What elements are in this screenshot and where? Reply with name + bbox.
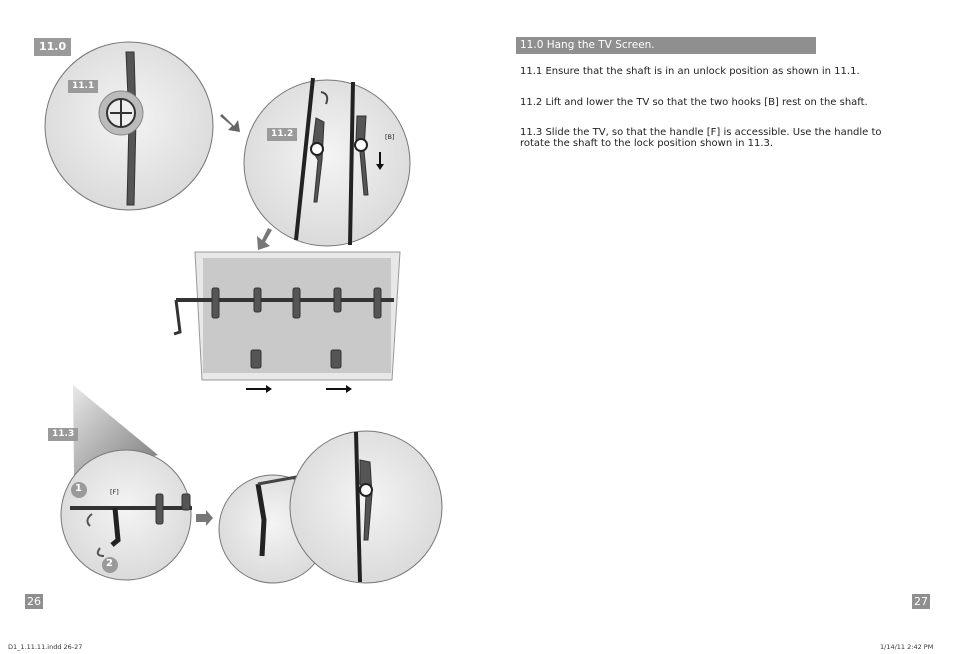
arrow-icon (196, 510, 213, 526)
arrow-icon (257, 228, 272, 250)
footer-file: D1_1.11.11.indd 26-27 (8, 643, 83, 651)
locked-detail-circle (290, 431, 442, 583)
step-badge-1-label: 1 (75, 483, 82, 494)
detail-circle-11-2 (244, 78, 410, 246)
instruction-step: 11.1 Ensure that the shaft is in an unlock position as shown in 11.1. (520, 66, 860, 77)
step-badge-2-label: 2 (106, 558, 113, 569)
footer-date: 1/14/11 2:42 PM (880, 643, 934, 651)
step-tag-11-3: 11.3 (48, 428, 78, 441)
step-tag-11-2: 11.2 (267, 128, 297, 141)
detail-circle-11-1 (45, 42, 213, 210)
step-tag-11-1: 11.1 (68, 80, 98, 93)
instruction-step: 11.3 Slide the TV, so that the handle [F] is accessible. Use the handle to rotate the shaft to the lock position shown in 11.3. (520, 127, 882, 149)
label-handle-f: [F] (110, 488, 119, 496)
tv-panel-illustration (174, 252, 400, 393)
page-number-right: 27 (914, 595, 928, 608)
page-number-left: 26 (27, 595, 41, 608)
instruction-step: 11.2 Lift and lower the TV so that the two hooks [B] rest on the shaft. (520, 97, 868, 108)
arrow-icon (220, 114, 240, 132)
label-hook-b: [B] (385, 133, 395, 141)
section-header: 11.0 Hang the TV Screen. (516, 37, 816, 54)
section-tag: 11.0 (34, 38, 71, 56)
